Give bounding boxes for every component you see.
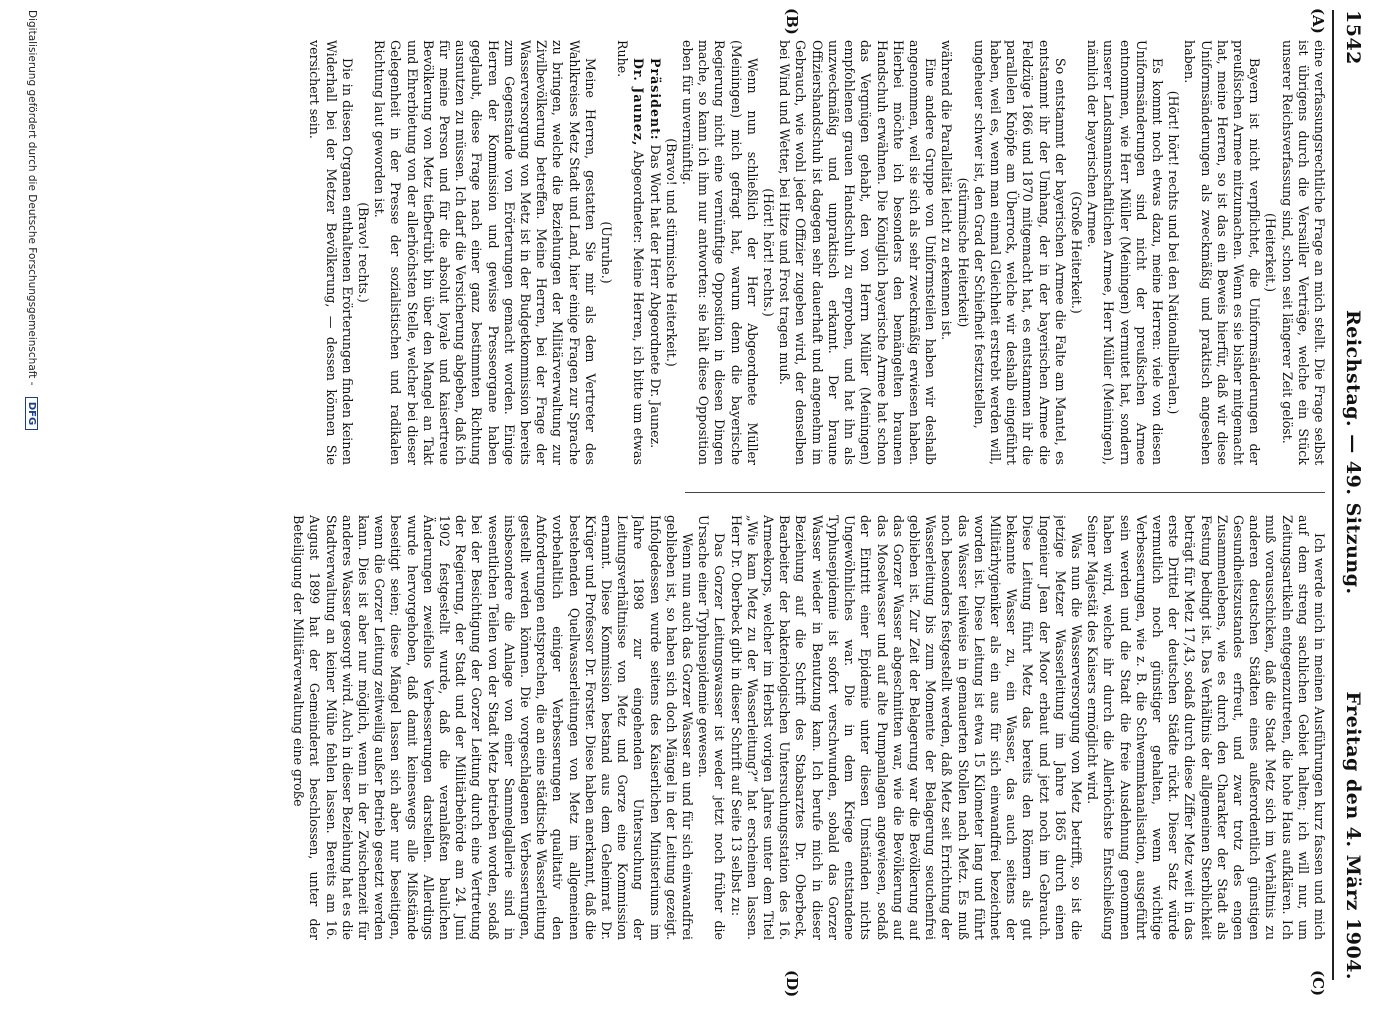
paragraph (938, 40, 954, 465)
paragraph-text: Das Gorzer Leitungswasser ist weder jetzt noch früher die Ursache einer Typhusepidemie gewesen. (696, 515, 728, 940)
margin-marker-a: (A) (1309, 8, 1327, 34)
paragraph-text: (Bravo! rechts.) (356, 202, 372, 303)
page-number: 1542 (1342, 10, 1364, 65)
speaker-name: Dr. Jaunez, (631, 58, 647, 147)
paragraph (954, 40, 970, 465)
paragraph (614, 40, 646, 465)
paragraph-text: (stürmische Heiterkeit) (955, 177, 971, 328)
paragraph (971, 40, 1068, 465)
paragraph (663, 40, 679, 465)
session-title: Reichstag. — 49. Sitzung. (1342, 310, 1364, 595)
paragraph-text: Meine Herren, gestatten Sie mir als dem Vertreter des Wahlkreises Metz Stadt und Land, hier einige Fragen zur Sprache zu bringen, welche die Beziehungen der Militärverwaltung zur Zivilbevölkerung betreffen. Meine Herren, bei der Frage der Wasserversorgung von Metz ist in der Budgetkommission bereits zum Gegenstande von Erörterungen gemacht worden. Einige Herren der Kommission und gewisse Presseorgane haben geglaubt, diese Frage nach einer ganz bestimmten Richtung ausnutzen zu müssen. Ich darf die Versicherung abgeben, daß ich für meine Person und für die absolut loyale und kaisertreue Bevölkerung von Metz tiefbetrübt bin über den Mangel an Takt und Ehrerbietung von der allerhöchsten Stelle, welcher bei dieser Gelegenheit in der Presse der sozialistischen und radikalen Richtung laut geworden ist. (372, 40, 598, 465)
paragraph-text: (Hört! hört! rechts und bei den Nationalliberalen.) (1166, 90, 1182, 415)
paragraph-text: So entstammt der bayerischen Armee die Falte am Mantel, es entstammt ihr der Umhang, der in der bayerischen Armee die Feldzüge 1866 und 1870 mitgemacht hat, es entstammen ihr die parallelen Knöpfe am Überrock, welche wir deshalb eingeführt haben, weil es, wenn man einmal Gleichheit erstrebt werden will, ungeheuer schwer ist, den Grad der Schiefheit festzustellen, (971, 40, 1068, 465)
paragraph-text: Es kommt noch etwas dazu, meine Herren: viele von diesen Uniformsänderungen sind nicht der preußischen Armee entnommen, wie Herr Müller (Meiningen) vermutet hat, sondern unserer Landsmannschaftlichen Armee, Herr Müller (Meiningen), nämlich der bayerischen Armee. (1085, 40, 1165, 465)
session-date: Freitag den 4. März 1904. (1342, 691, 1364, 980)
paragraph (776, 40, 938, 465)
paragraph (355, 40, 371, 465)
footer-credit: Digitalisierung gefördert durch die Deutsche Forschungsgemeinschaft - (26, 10, 38, 386)
paragraph-text: Ich werde mich in meinen Ausführungen kurz fassen und mich auf dem streng sachlichen Gebiet halten; ich will nur, um Zeitungsartikeln entgegenzutreten, die hohe Haus aufklären. Ich muß vorausschicken, daß die Stadt Metz sich im Verhältnis zu anderen deutschen Städten eines außerordentlich günstigen Gesundheitszustandes erfreut, und zwar trotz des engen Zusammenlebens, wie es durch den Charakter der Stadt als Festung bedingt ist. Das Verhältnis der allgemeinen Sterblichkeit beträgt für Metz 17,43, sodaß durch diese Ziffer Metz weit in das erste Drittel der deutschen Städte rückt. Dieser Satz würde vermutlich noch günstiger gehalten, wenn wichtige Verbesserungen, wie z. B. die Schwemmkanalisation, ausgeführt sein werden und die Stadt die freie Ausdehnung genommen haben wird, welche ihr durch die Allerhöchste Entschließung Seiner Majestät des Kaisers ermöglicht wird. (1085, 515, 1327, 940)
paragraph (727, 515, 1083, 940)
paragraph (1084, 515, 1327, 940)
paragraph-text: eine verfassungsrechtliche Frage an mich stellt. Die Frage selbst ist übrigens durch die Versailler Verträge, welche ein Stück unserer Reichsverfassung sind, schon seit längerer Zeit gelöst. (1279, 40, 1327, 465)
margin-marker-d: (D) (783, 970, 801, 998)
paragraph (371, 40, 598, 465)
paragraph (695, 515, 727, 940)
paragraph (1165, 40, 1181, 465)
paragraph (1278, 40, 1327, 465)
paragraph (1084, 40, 1165, 465)
paragraph (1181, 40, 1262, 465)
paragraph (598, 40, 614, 465)
paragraph-text: während die Parallelität leicht zu erkennen ist. (939, 40, 955, 341)
paragraph (1262, 40, 1278, 465)
margin-marker-b: (B) (783, 8, 801, 35)
paragraph-text: Bayern ist nicht verpflichtet, die Uniformsänderungen der preußischen Armee mitzumachen. Wenn es sie bisher mitgemacht hat, meine Herren, so ist das ein Beweis hierfür, daß wir diese Uniformsänderungen als zweckmäßig und praktisch angesehen haben. (1182, 40, 1263, 465)
paragraph-text: (Große Heiterkeit.) (1068, 191, 1084, 314)
paragraph (1068, 40, 1084, 465)
page-header (1332, 10, 1368, 980)
right-text-column (77, 515, 1327, 940)
margin-marker-c: (C) (1309, 970, 1327, 997)
paragraph-text: (Bravo! und stürmische Heiterkeit.) (663, 138, 679, 367)
paragraph-text: Eine andere Gruppe von Uniformsteilen haben wir deshalb angenommen, weil sie sich als sehr zweckmäßig erwiesen haben. Hierbei möchte ich besonders den bemängelten braunen Handschuh erwähnen. Die Königlich bayerische Armee hat schon das Vergnügen gehabt, den von Herrn Müller (Meiningen) empfohlenen grauen Handschuh zu erproben, und hat ihn als unzweckmäßig und unpraktisch erkannt. Der braune Offiziershandschuh ist dagegen sehr dauerhaft und angenehm im Gebrauch, wie wohl jeder Offizier zugeben wird, der denselben bei Wind und Wetter, bei Hitze und Frost tragen muß. (777, 40, 939, 465)
paragraph-text: Wenn nun schließlich der Herr Abgeordnete Müller (Meiningen) mich gefragt hat, warum denn die bayerische Regierung nicht eine vernünftige Opposition in diesen Dingen mache, so kann ich ihm nur antworten: sie hält diese Opposition eben für unvernünftig. (680, 40, 760, 465)
paragraph-text: Das Wort hat der Herr Abgeordnete Dr. Jaunez. (647, 144, 663, 449)
paragraph (646, 40, 662, 465)
paragraph (290, 515, 695, 940)
paragraph-text: Wenn nun auch das Gorzer Wasser an und für sich einwandfrei geblieben ist, so haben sich doch Mängel in der Leitung gezeigt. Infolgedessen wurde seitens des Kaiserlichen Ministeriums im Jahre 1898 zur eingehenden Untersuchung der Leitungsverhältnisse von Metz und Gorze eine Kommission ernannt. Diese Kommission bestand aus dem Geheimrat Dr. Krüger und Professor Dr. Forster. Diese haben anerkannt, daß die bestehenden Quellwasserleitungen von Metz im allgemeinen vorbehaltlich einiger Verbesserungen qualitativ den Anforderungen entsprechen, die an eine städtische Wasserleitung gestellt werden können. Die vorgeschlagenen Verbesserungen, insbesondere die Anlage von einer Sammelgallerie sind in wesentlichen Teilen von der Stadt Metz betrieben worden, sodaß bei der Besichtigung der Gorzer Leitung durch eine Vertretung der Regierung, der Stadt und der Militärbehörde am 24. Juni 1902 festgestellt wurde, daß die veranlaßten baulichen Änderungen zweifellos Verbesserungen darstellen. Allerdings wurde hervorgehoben, daß damit keineswegs alle Mißstände beseitigt seien; diese Mängel lassen sich aber nur beseitigen, wenn die Gorzer Leitung zeitweilig außer Betrieb gesetzt werden kann. Dies ist aber nur möglich, wenn in der Zwischenzeit für anderes Wasser gesorgt wird. Auch in dieser Beziehung hat es die Stadtverwaltung an keiner Mühe fehlen lassen. Bereits am 16. August 1899 hat der Gemeinderat beschlossen, unter der Beteiligung der Militärverwaltung eine große (291, 515, 696, 940)
paragraph-text: Abgeordneter: Meine Herren, ich bitte um etwas Ruhe. (615, 40, 647, 465)
paragraph-text: (Unruhe.) (599, 221, 615, 284)
page-footer (25, 10, 38, 1010)
column-divider (685, 492, 1325, 493)
paragraph (760, 40, 776, 465)
paragraph (679, 40, 760, 465)
speaker-name: Präsident: (647, 58, 663, 141)
paragraph-text: Die in diesen Organen enthaltenen Erörterungen finden keinen Widerhall bei der Metzer Bevölkerung, — dessen können Sie versichert sein. (307, 40, 355, 465)
left-text-column (77, 40, 1327, 465)
paragraph-text: (Heiterkeit.) (1263, 213, 1279, 292)
paragraph-text: (Hört! hört! rechts.) (761, 188, 777, 317)
paragraph-text: Was nun die Wasserversorgung von Metz betrifft, so ist die jetzige Metzer Wasserleitung im Jahre 1865 durch einen Ingenieur Jean der Moor erbaut und jetzt noch im Gebrauch. Diese Leitung führt Metz das bereits den Römern als gut bekannte Wasser zu, ein Wasser, das auch seitens der Militärhygieniker als ein aus für sich einwandfrei bezeichnet worden ist. Diese Leitung ist etwa 15 Kilometer lang und führt das Wasser teilweise in gemauerten Stollen nach Metz. Es muß noch besonders festgestellt werden, daß Metz seit Errichtung der Wasserleitung bis zum Momente der Belagerung seuchenfrei geblieben ist. Zur Zeit der Belagerung war die Bevölkerung auf das Gorzer Wasser abgeschnitten war, wie die Bevölkerung auf das Moselwasser und auf alte Pumpanlagen angewiesen, sodaß der Eintritt einer Epidemie unter diesen Umständen nichts Ungewöhnliches war. Die in dem Kriege entstandene Typhusepidemie ist sofort verschwunden, sobald das Gorzer Wasser wieder in Benutzung kam. Ich berufe mich in dieser Beziehung auf die Schrift des Stabsarztes Dr. Oberbeck, Bearbeiter der bakteriologischen Untersuchungsstation des 16. Armeekorps, welcher im Herbst vorigen Jahres unter dem Titel „Wie kam Metz zu der Wasserleitung?“ hat erscheinen lassen. Herr Dr. Oberbeck gibt in dieser Schrift auf Seite 13 selbst zu: (728, 515, 1084, 940)
paragraph (306, 40, 355, 465)
dfg-logo: DFG (25, 397, 38, 430)
